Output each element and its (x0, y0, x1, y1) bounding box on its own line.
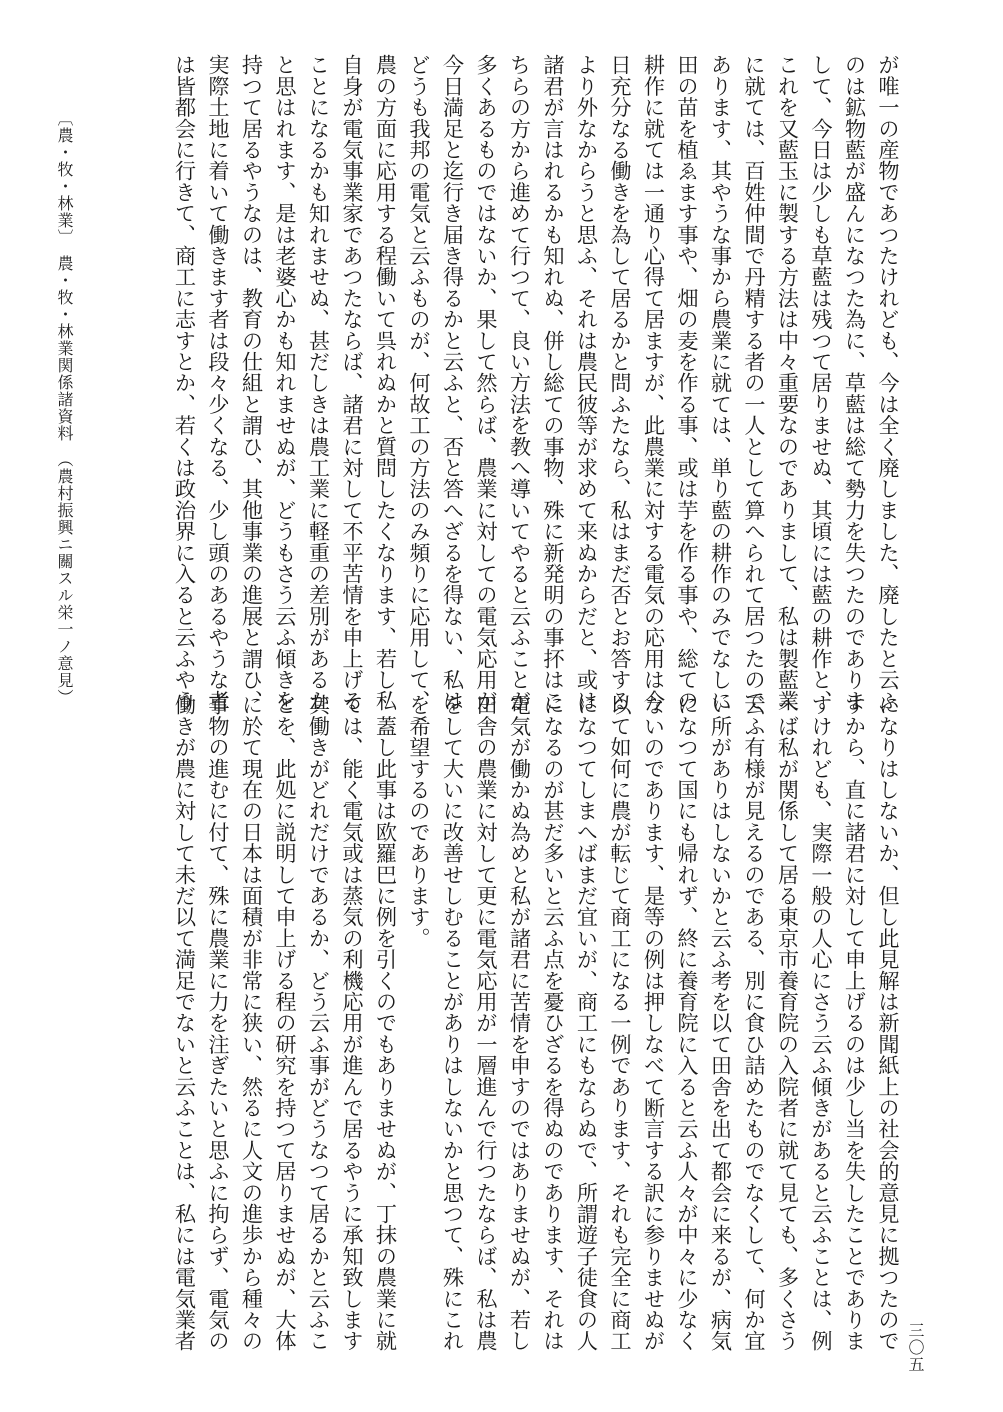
text-column: い所がありはしないかと云ふ考を以て田舎を出て都会に来るが、病気 (708, 694, 734, 1352)
text-column: すけれども、実際一般の人心にさう云ふ傾きがあると云ふことは、例 (809, 694, 834, 1352)
text-column: になつてしまへばまだ宜いが、商工にもならぬで、所謂遊子徒食の人 (574, 694, 600, 1352)
text-column: 蓋し此事は欧羅巴に例を引くのでもありませぬが、丁抹の農業に就 (373, 694, 399, 1352)
upper-text-block (168, 54, 905, 712)
text-column: とを、此処に説明して申上げる程の研究を持つて居りませぬが、大体 (273, 694, 298, 1352)
text-column: あります、其やうな事から農業に就ては、単り藍の耕作のみでなしに (708, 54, 734, 712)
text-column: に就ては、百姓仲間で丹精する者の一人として算へられて居つたので (742, 54, 767, 712)
text-column: ちらの方から進めて行つて、良い方法を教へ導いてやると云ふことが (507, 54, 533, 712)
text-column: 以て如何に農が転じて商工になる一例であります、それも完全に商工 (608, 694, 633, 1352)
text-column: ては、能く電気或は蒸気の利機応用が進んで居るやうに承知致します (340, 694, 365, 1352)
text-column: 諸君が言はれるかも知れぬ、併し総ての事物、殊に新発明の事抔はこ (541, 54, 566, 712)
page-number: 三〇五 (906, 1322, 925, 1373)
text-column: どうも我邦の電気と云ふものが、何故工の方法のみ頻りに応用して、 (407, 54, 432, 712)
text-column: して、今日は少しも草藍は残つて居りませぬ、其頃には藍の耕作と、 (809, 54, 834, 712)
text-column: をして大いに改善せしむることがありはしないかと思つて、殊にこれ (440, 694, 466, 1352)
text-column: 農の方面に応用する程働いて呉れぬかと質問したくなります、若し私 (373, 54, 399, 712)
text-column: になつて国にも帰れず、終に養育院に入ると云ふ人々が中々に少なく (675, 694, 700, 1352)
text-column: これを又藍玉に製する方法は中々重要なのでありまして、私は製藍業 (775, 54, 801, 712)
text-column: 多くあるものではないか、果して然らば、農業に対しての電気応用が (474, 54, 499, 712)
text-column: になりはしないか、但し此見解は新聞紙上の社会的意見に拠つたので (876, 694, 901, 1352)
text-column: 実際土地に着いて働きます者は段々少くなる、少し頭のあるやうな者 (206, 54, 231, 712)
text-column: 田の苗を植ゑます事や、畑の麦を作る事、或は芋を作る事や、総ての (675, 54, 700, 712)
text-column: 持つて居るやうなのは、教育の仕組と謂ひ、其他事業の進展と謂ひ、 (239, 54, 265, 712)
text-column: のは鉱物藍が盛んになつた為に、草藍は総て勢力を失つたのでありま (842, 54, 868, 712)
text-column: と思はれます、是は老婆心かも知れませぬが、どうもさう云ふ傾きを (273, 54, 298, 712)
text-column: が唯一の産物であつたけれども、今は全く廃しました、廃したと云ふ (876, 54, 901, 712)
text-column: 田舎の農業に対して更に電気応用が一層進んで行つたならば、私は農 (474, 694, 499, 1352)
text-column: 日充分なる働きを為して居るかと問ふたなら、私はまだ否とお答する (608, 54, 633, 712)
text-column: へば私が関係して居る東京市養育院の入院者に就て見ても、多くさう (775, 694, 801, 1352)
text-column: 電気が働かぬ為めと私が諸君に苦情を申すのではありませぬが、若し (507, 694, 533, 1352)
text-column: 耕作に就ては一通り心得て居ますが、此農業に対する電気の応用は今 (641, 54, 667, 712)
text-column: を希望するのであります。 (407, 694, 432, 949)
text-column: に於て現在の日本は面積が非常に狭い、然るに人文の進歩から種々の (239, 694, 265, 1352)
running-header: 〔農・牧・林業〕 農・牧・林業関係諸資料 （農村振興ニ關スル栄一ノ意見） (55, 110, 74, 706)
text-column: 云ふ有様が見えるのである、別に食ひ詰めたものでなくして、何か宜 (742, 694, 767, 1352)
text-column: すから、直に諸君に対して申上げるのは少し当を失したことでありま (842, 694, 868, 1352)
lower-text-block (168, 694, 905, 1352)
text-column: ことになるかも知れませぬ、甚だしきは農工業に軽重の差別があるか (306, 54, 332, 712)
text-column: より外なからうと思ふ、それは農民彼等が求めて来ぬからだと、或は (574, 54, 600, 712)
text-column: 事物の進むに付て、殊に農業に力を注ぎたいと思ふに拘らず、電気の (206, 694, 231, 1352)
text-column: ないのであります、是等の例は押しなべて断言する訳に参りませぬが (641, 694, 667, 1352)
text-column: 其働きがどれだけであるか、どう云ふ事がどうなつて居るかと云ふこ (306, 694, 332, 1352)
text-column: 自身が電気事業家であつたならば、諸君に対して不平苦情を申上げる (340, 54, 365, 712)
text-column: は皆都会に行きて、商工に志すとか、若くは政治界に入ると云ふやう (172, 54, 198, 712)
text-column: 働きが農に対して未だ以て満足でないと云ふことは、私には電気業者 (172, 694, 198, 1352)
text-column: 今日満足と迄行き届き得るかと云ふと、否と答へざるを得ない、私は (440, 54, 466, 712)
text-column: になるのが甚だ多いと云ふ点を憂ひざるを得ぬのであります、それは (541, 694, 566, 1352)
